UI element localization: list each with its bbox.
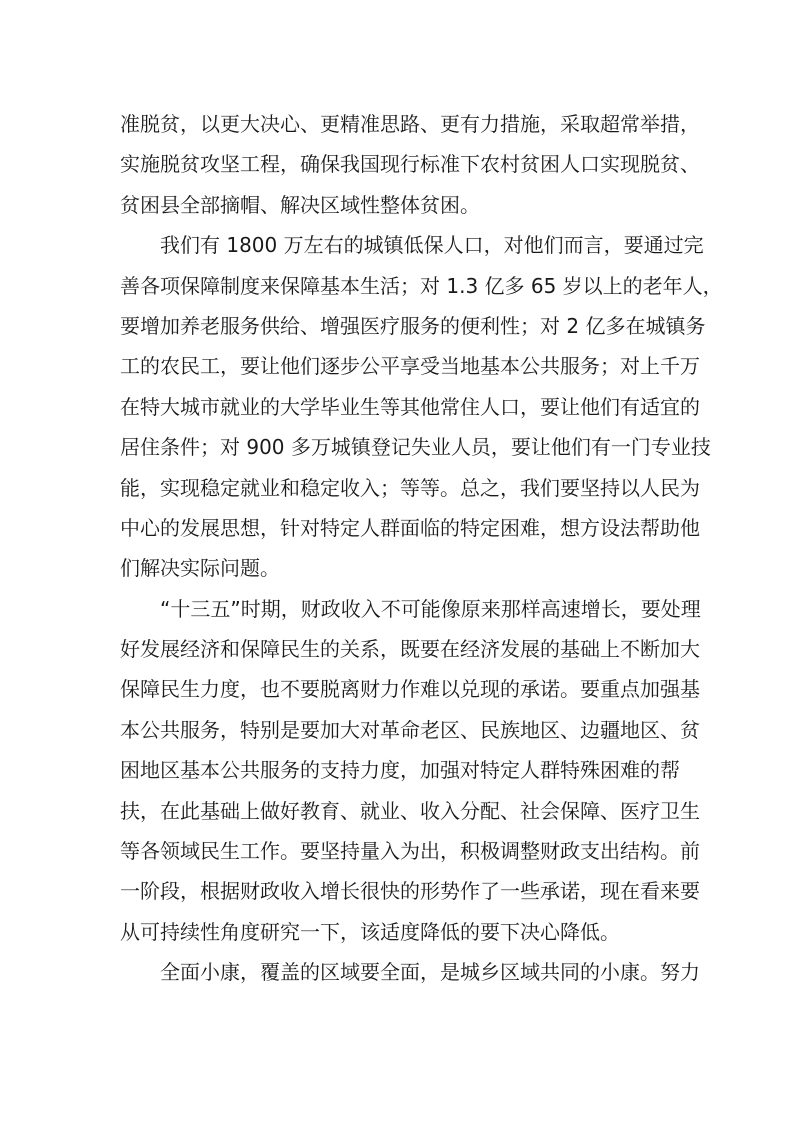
text-line: 扶，在此基础上做好教育、就业、收入分配、社会保障、医疗卫生 [120,798,700,823]
text-line: 困地区基本公共服务的支持力度，加强对特定人群特殊困难的帮 [120,758,680,783]
text-line: 们解决实际问题。 [120,556,280,581]
body-text [120,104,723,993]
text-line: 工的农民工，要让他们逐步公平享受当地基本公共服务；对上千万 [120,354,700,379]
text-line: 在特大城市就业的大学毕业生等其他常住人口，要让他们有适宜的 [120,394,700,419]
text-line: 好发展经济和保障民生的关系，既要在经济发展的基础上不断加大 [120,637,700,662]
text-line: “十三五”时期，财政收入不可能像原来那样高速增长，要处理 [160,596,701,621]
text-line: 保障民生力度，也不要脱离财力作难以兑现的承诺。要重点加强基 [120,677,700,702]
paragraph [120,225,723,589]
text-line: 实施脱贫攻坚工程，确保我国现行标准下农村贫困人口实现脱贫、 [120,152,700,177]
text-line: 准脱贫，以更大决心、更精准思路、更有力措施，采取超常举措， [120,112,700,136]
text-line: 善各项保障制度来保障基本生活；对 1.3 亿多 65 岁以上的老年人， [120,273,723,298]
text-line: 等各领域民生工作。要坚持量入为出，积极调整财政支出结构。前 [120,839,700,864]
text-line: 本公共服务，特别是要加大对革命老区、民族地区、边疆地区、贫 [120,717,700,742]
text-line: 居住条件；对 900 多万城镇登记失业人员，要让他们有一门专业技 [120,435,711,460]
text-line: 中心的发展思想，针对特定人群面临的特定困难，想方设法帮助他 [120,515,700,540]
text-line: 一阶段，根据财政收入增长很快的形势作了一些承诺，现在看来要 [120,879,700,904]
text-line: 能，实现稳定就业和稳定收入；等等。总之，我们要坚持以人民为 [120,475,700,500]
text-line: 贫困县全部摘帽、解决区域性整体贫困。 [120,192,480,217]
text-line: 我们有 1800 万左右的城镇低保人口，对他们而言，要通过完 [160,233,704,258]
paragraph [120,589,701,953]
paragraph [120,104,700,225]
text-line: 从可持续性角度研究一下，该适度降低的要下决心降低。 [120,919,620,944]
paragraph [120,952,700,992]
text-line: 全面小康，覆盖的区域要全面，是城乡区域共同的小康。努力 [160,960,700,985]
text-line: 要增加养老服务供给、增强医疗服务的便利性；对 2 亿多在城镇务 [120,313,706,338]
